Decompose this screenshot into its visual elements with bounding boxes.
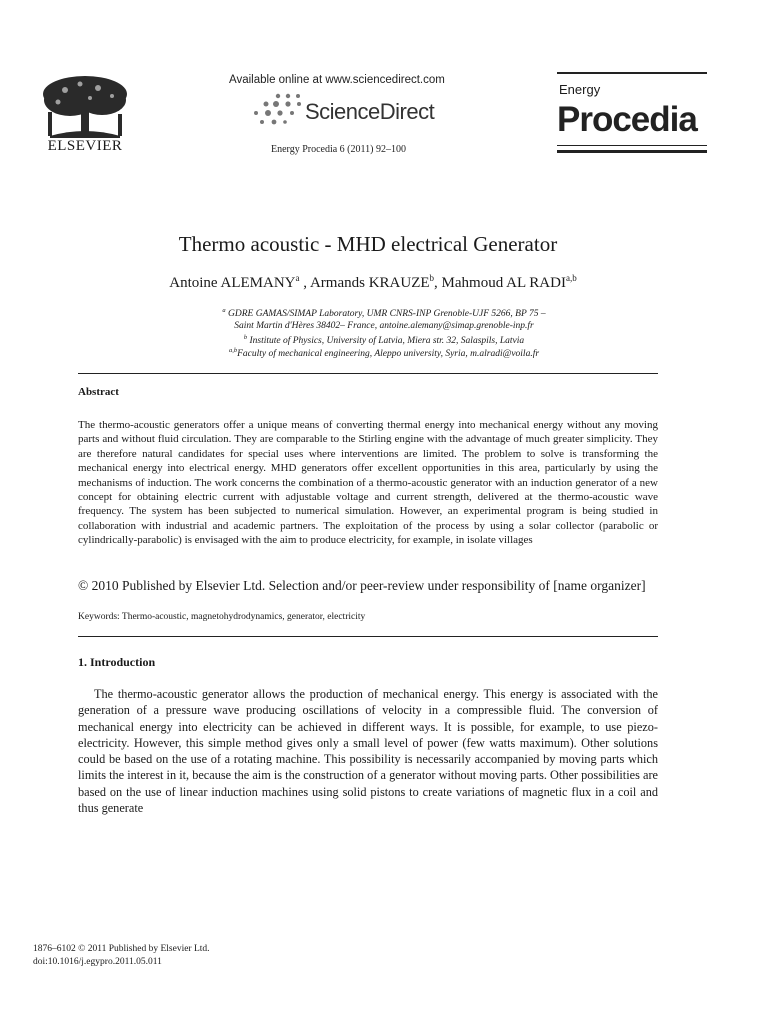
section-heading-introduction: 1. Introduction [78, 655, 156, 669]
journal-logo-procedia: Procedia [557, 100, 697, 139]
affiliation-mark: a [222, 307, 226, 314]
affiliation-mark: b [243, 334, 248, 341]
available-online-text[interactable]: Available online at www.sciencedirect.com [229, 74, 445, 86]
affiliation-line [0, 334, 768, 346]
author-list [0, 273, 746, 292]
abstract-heading: Abstract [78, 386, 119, 398]
introduction-body: The thermo-acoustic generator allows the production of mechanical energy. This energy is associated with the generation of a pressure wave producing oscillations of velocity in a compressible fluid. The conversion of mechanical energy into electricity can be achieved in different ways. It is possible, for example, to use piezo-electricity. However, this simple method gives only a small level of power (few watts maximum). Other solutions could be based on the use of a rotating machine. This possibility is necessarily accompanied by moving parts which limits the interest in it, because the aim is the construction of a generator without moving parts. Other possibilities are based on the use of linear induction machines using solid pistons to create variations of magnetic flux in a coil and thus generate [78, 687, 658, 816]
journal-logo-rule-thin [557, 145, 707, 146]
affiliation-line [0, 307, 768, 319]
author-name: Mahmoud AL RADI [441, 275, 566, 291]
author-affiliation-mark: b [429, 273, 435, 283]
copyright-notice: © 2010 Published by Elsevier Ltd. Selection and/or peer-review under responsibility of [name organizer] [78, 578, 646, 593]
journal-logo-energy: Energy [559, 82, 601, 97]
author-affiliation-mark: a,b [565, 273, 577, 283]
affiliation-text: Faculty of mechanical engineering, Aleppo university, Syria, m.alradi@voila.fr [237, 349, 540, 360]
keywords: Keywords: Thermo-acoustic, magnetohydrodynamics, generator, electricity [78, 612, 366, 622]
affiliation-text: GDRE GAMAS/SIMAP Laboratory, UMR CNRS-INP Grenoble-UJF 5266, BP 75 – [228, 309, 546, 320]
sciencedirect-wordmark: ScienceDirect [305, 99, 435, 124]
journal-logo-rule-top [557, 72, 707, 74]
abstract-top-rule [78, 373, 658, 374]
author-separator: , [434, 275, 442, 291]
author-affiliation-mark: a [295, 273, 300, 283]
author-name: Antoine ALEMANY [169, 275, 296, 291]
author-separator: , [299, 275, 310, 291]
footer-issn: 1876–6102 © 2011 Published by Elsevier Ltd. [33, 944, 210, 954]
affiliation-mark: a,b [228, 347, 238, 354]
sciencedirect-dots-icon [248, 92, 308, 128]
publisher-name: ELSEVIER [47, 138, 123, 154]
footer-doi[interactable]: doi:10.1016/j.egypro.2011.05.011 [33, 957, 162, 967]
affiliation-line [0, 321, 768, 331]
affiliation-line [0, 347, 768, 359]
journal-logo-rule-thick [557, 150, 707, 153]
journal-reference: Energy Procedia 6 (2011) 92–100 [271, 144, 406, 155]
paper-title: Thermo acoustic - MHD electrical Generator [178, 232, 558, 256]
author-name: Armands KRAUZE [309, 275, 430, 291]
affiliation-text: Saint Martin d'Hères 38402– France, antoine.alemany@simap.grenoble-inp.fr [234, 321, 534, 331]
affiliation-text: Institute of Physics, University of Latvia, Miera str. 32, Salaspils, Latvia [249, 336, 525, 347]
abstract-body: The thermo-acoustic generators offer a unique means of converting thermal energy into mechanical energy without any moving parts and without fluid circulation. They are comparable to the Stirling engine with the advantage of much greater simplicity. They are therefore natural candidates for special uses where interventions are limited. The problem to solve is transforming the mechanical energy into electrical energy. MHD generators offer excellent opportunities in this area, particularly by using the mechanisms of induction. The work concerns the combination of a thermo-acoustic generator with an induction generator of a new concept for obtaining electric current with adjustable voltage and current strength, delivered at the thermo-acoustic wave frequency. The system has been subjected to numerical simulation. However, an experimental program is being studied in collaboration with industrial and academic partners. The exploitation of the process by using a solar collector (parabolic or cylindrically-parabolic) is envisaged with the aim to produce electricity, for example, in isolate villages [78, 419, 658, 547]
abstract-bottom-rule [78, 636, 658, 637]
